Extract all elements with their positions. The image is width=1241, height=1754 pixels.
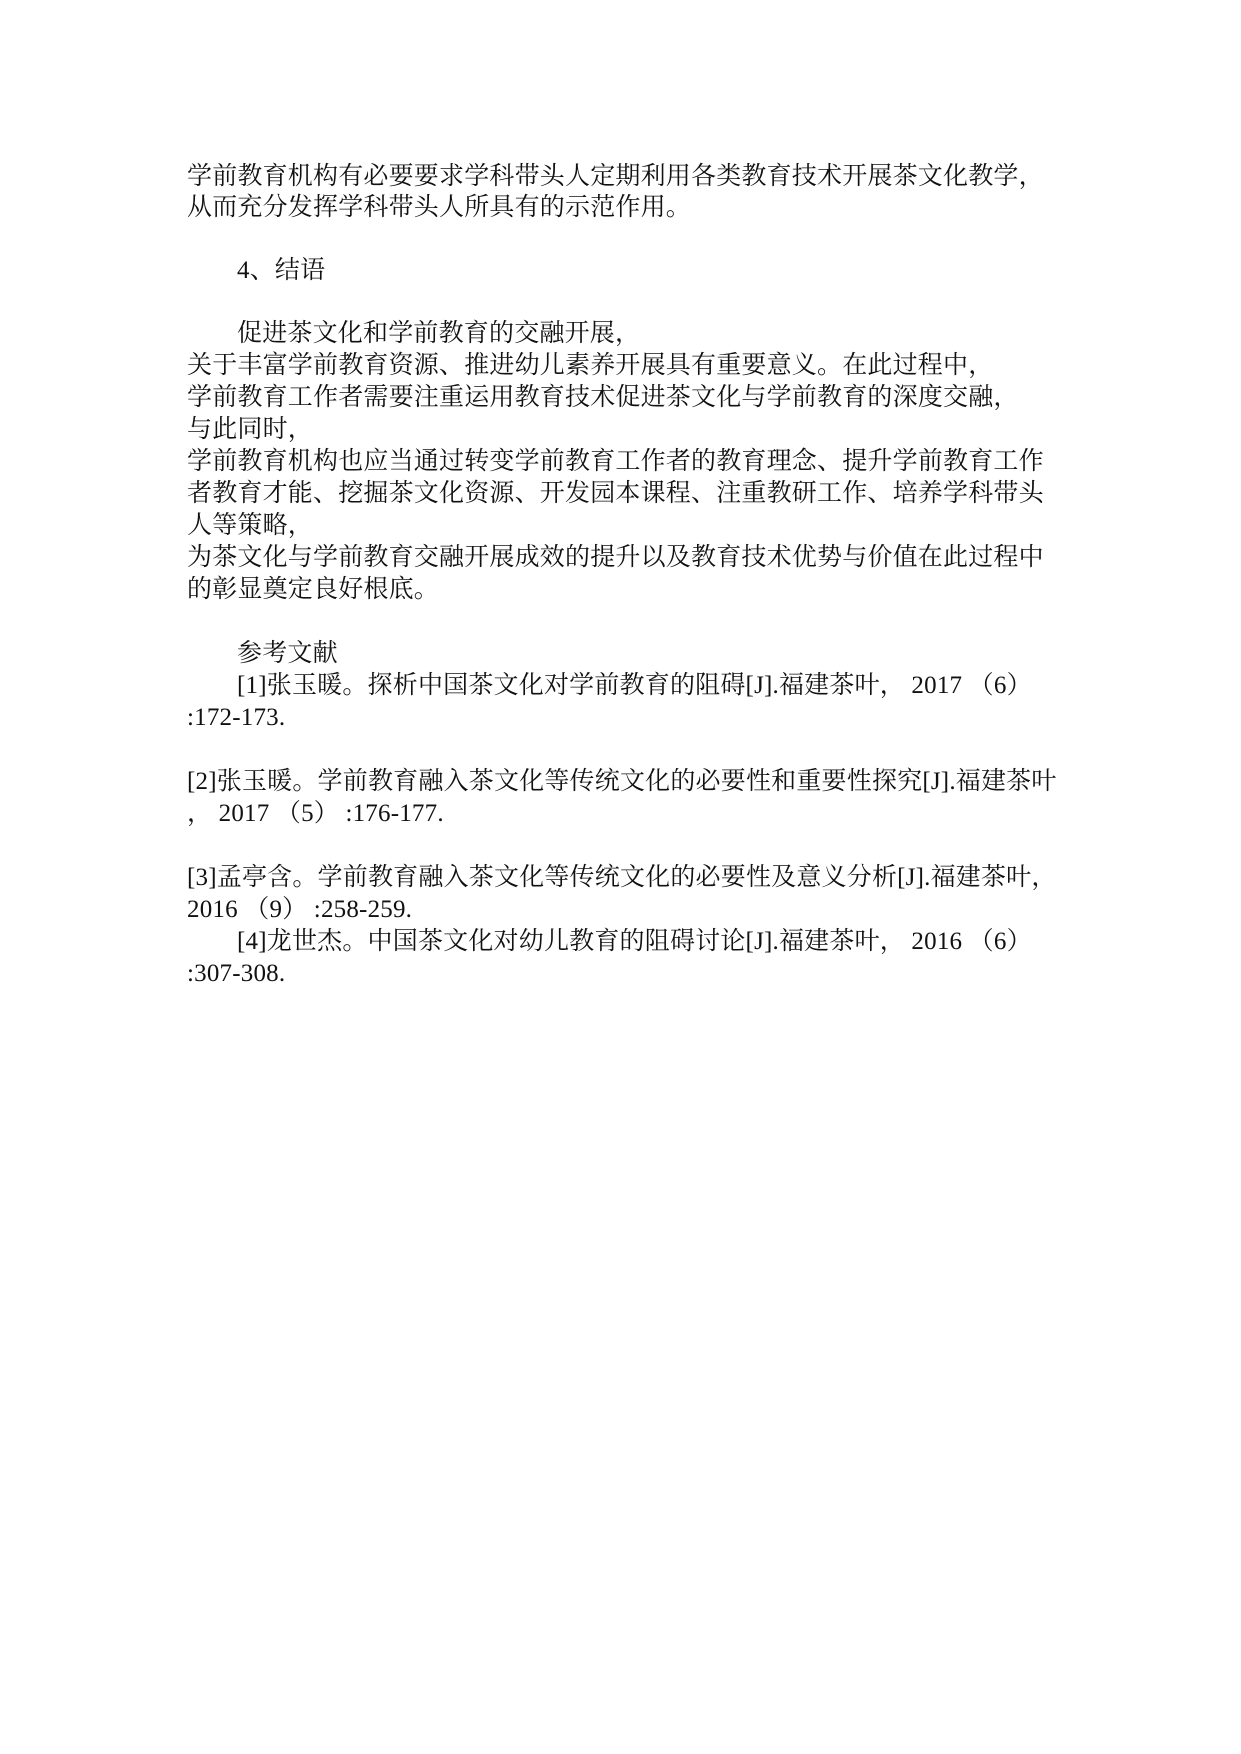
conclusion-line: 的彰显奠定良好根底。 — [187, 576, 440, 603]
conclusion-line: 与此同时， — [187, 416, 314, 443]
reference-item-cont: ， 2017 （5） :176-177. — [187, 800, 444, 827]
intro-line-2: 从而充分发挥学科带头人所具有的示范作用。 — [187, 194, 692, 221]
conclusion-line: 者教育才能、挖掘茶文化资源、开发园本课程、注重教研工作、培养学科带头 — [187, 480, 1044, 507]
intro-line-1: 学前教育机构有必要要求学科带头人定期利用各类教育技术开展茶文化教学， — [187, 163, 1044, 190]
conclusion-line: 人等策略， — [187, 512, 314, 539]
conclusion-heading: 4、结语 — [237, 257, 326, 284]
reference-item: [3]孟亭含。学前教育融入茶文化等传统文化的必要性及意义分析[J].福建茶叶， — [187, 864, 1057, 891]
reference-item: [1]张玉暖。探析中国茶文化对学前教育的阻碍[J].福建茶叶， 2017 （6） — [237, 672, 1032, 699]
conclusion-line: 学前教育机构也应当通过转变学前教育工作者的教育理念、提升学前教育工作 — [187, 448, 1044, 475]
reference-item-cont: :307-308. — [187, 960, 286, 987]
reference-item-cont: 2016 （9） :258-259. — [187, 896, 413, 923]
conclusion-line: 关于丰富学前教育资源、推进幼儿素养开展具有重要意义。在此过程中， — [187, 352, 994, 379]
conclusion-line: 学前教育工作者需要注重运用教育技术促进茶文化与学前教育的深度交融， — [187, 384, 1019, 411]
reference-item-cont: :172-173. — [187, 704, 286, 731]
reference-item: [2]张玉暖。学前教育融入茶文化等传统文化的必要性和重要性探究[J].福建茶叶 — [187, 768, 1057, 795]
conclusion-line: 为茶文化与学前教育交融开展成效的提升以及教育技术优势与价值在此过程中 — [187, 544, 1044, 571]
conclusion-line: 促进茶文化和学前教育的交融开展， — [237, 320, 641, 347]
reference-item: [4]龙世杰。中国茶文化对幼儿教育的阻碍讨论[J].福建茶叶， 2016 （6） — [237, 928, 1032, 955]
references-heading: 参考文献 — [237, 640, 338, 667]
